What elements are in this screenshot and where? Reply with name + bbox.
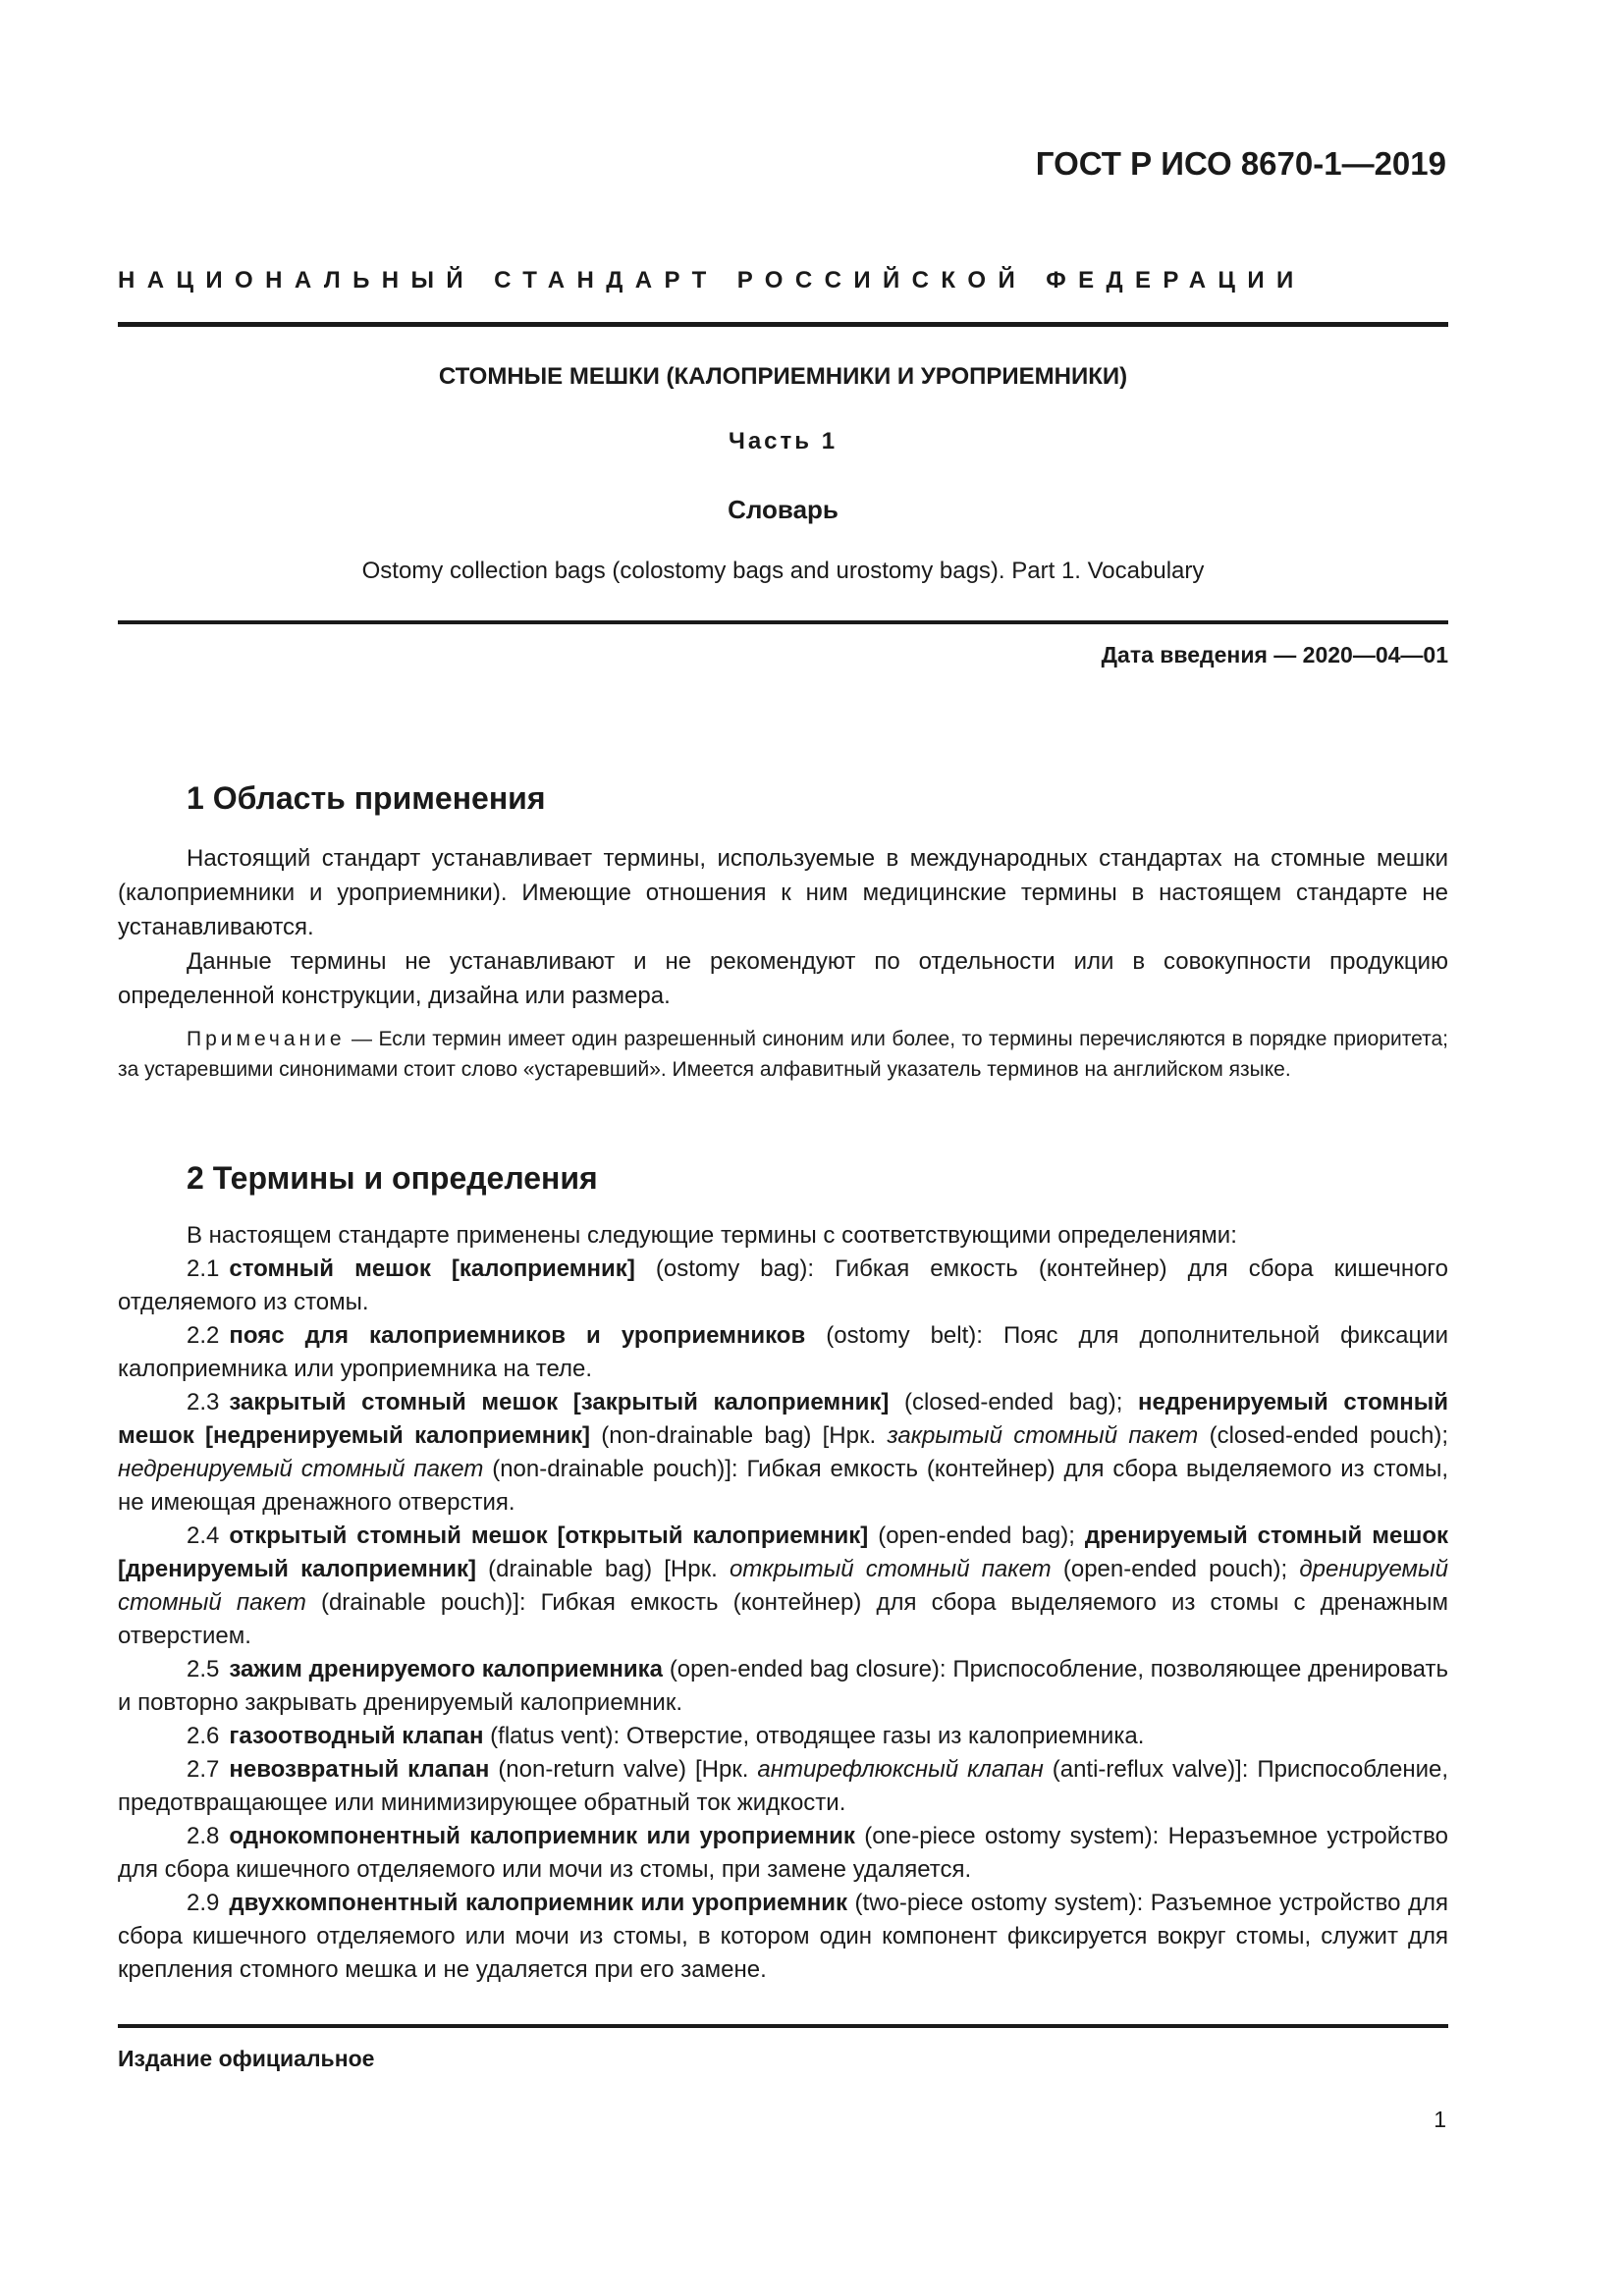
deprecated-term: открытый стомный пакет — [729, 1556, 1052, 1582]
term-entry — [118, 1887, 1448, 1987]
terms-list — [118, 1219, 1448, 1987]
term-entry — [118, 1653, 1448, 1720]
section-2-heading: 2 Термины и определения — [187, 1160, 598, 1196]
term-definition: (closed-ended pouch); — [1198, 1422, 1449, 1449]
term-number: 2.2 — [187, 1322, 220, 1349]
term-definition: (ostomy belt): Пояс для дополнительной фиксации калоприемника или уроприемника на теле. — [118, 1322, 1448, 1382]
term-definition: (non-return valve) [Нрк. — [489, 1756, 758, 1783]
term-entry — [118, 1753, 1448, 1820]
deprecated-term: антирефлюксный клапан — [757, 1756, 1044, 1783]
document-subtitle: Словарь — [728, 495, 839, 524]
term-number: 2.1 — [187, 1255, 220, 1282]
term-name: однокомпонентный калоприемник или уроприемник — [229, 1823, 855, 1849]
term-name: невозвратный клапан — [229, 1756, 490, 1783]
term-definition: (non-drainable bag) [Нрк. — [589, 1422, 888, 1449]
term-name: закрытый стомный мешок [закрытый калоприемник] — [229, 1389, 890, 1415]
term-definition: (non-drainable pouch)]: Гибкая емкость (контейнер) для сбора выделяемого из стомы, не имеющая дренажного отверстия. — [118, 1456, 1448, 1516]
term-definition: (two-piece ostomy system): Разъемное устройство для сбора кишечного отделяемого или мочи из стомы, в котором один компонент фиксируется вокруг стомы, служит для крепления стомного мешка и не удаляется при его замене. — [118, 1890, 1449, 1983]
section-1-note — [118, 1024, 1448, 1085]
term-name: стомный мешок [калоприемник] — [229, 1255, 635, 1282]
section-2-intro: В настоящем стандарте применены следующие термины с соответствующими определениями: — [187, 1222, 1237, 1249]
term-definition: (drainable pouch)]: Гибкая емкость (контейнер) для сбора выделяемого из стомы с дренажным отверстием. — [118, 1589, 1448, 1649]
section-1-heading: 1 Область применения — [187, 780, 546, 816]
bottom-rule — [118, 2024, 1448, 2028]
term-entry — [118, 1820, 1448, 1887]
term-definition: (drainable bag) [Нрк. — [475, 1556, 730, 1582]
term-entry — [118, 1520, 1448, 1653]
term-definition: (open-ended bag); — [868, 1522, 1085, 1549]
page-number: 1 — [1434, 2107, 1446, 2132]
term-number: 2.3 — [187, 1389, 220, 1415]
term-entry — [118, 1720, 1448, 1753]
term-number: 2.7 — [187, 1756, 220, 1783]
term-definition: (one-piece ostomy system): Неразъемное устройство для сбора кишечного отделяемого или мочи из стомы, при замене удаляется. — [118, 1823, 1448, 1883]
document-part: Часть 1 — [728, 428, 839, 454]
national-standard-heading: НАЦИОНАЛЬНЫЙ СТАНДАРТ РОССИЙСКОЙ ФЕДЕРАЦИИ — [118, 267, 1306, 294]
section-1-body — [118, 841, 1448, 1013]
standard-designation: ГОСТ Р ИСО 8670-1—2019 — [1035, 145, 1446, 182]
term-number: 2.5 — [187, 1656, 220, 1682]
deprecated-term: дренируемый стомный пакет — [118, 1556, 1448, 1616]
english-title: Ostomy collection bags (colostomy bags and urostomy bags). Part 1. Vocabulary — [361, 558, 1205, 584]
term-name: двухкомпонентный калоприемник или уроприемник — [229, 1890, 848, 1916]
term-definition: (closed-ended bag); — [889, 1389, 1139, 1415]
top-rule — [118, 322, 1448, 327]
term-number: 2.6 — [187, 1723, 220, 1749]
term-definition: (ostomy bag): Гибкая емкость (контейнер) для сбора кишечного отделяемого из стомы. — [118, 1255, 1448, 1315]
term-name: зажим дренируемого калоприемника — [229, 1656, 664, 1682]
document-title: СТОМНЫЕ МЕШКИ (КАЛОПРИЕМНИКИ И УРОПРИЕМНИКИ) — [438, 363, 1128, 390]
term-definition: (open-ended pouch); — [1051, 1556, 1300, 1582]
term-entry — [118, 1319, 1448, 1386]
note-text: — Если термин имеет один разрешенный синоним или более, то термины перечисляются в порядке приоритета; за устаревшими синонимами стоит слово «устаревший». Имеется алфавитный указатель терминов на английском языке. — [118, 1028, 1448, 1081]
note-label: Примечание — [187, 1028, 346, 1050]
term-name: дренируемый стомный мешок [дренируемый калоприемник] — [118, 1522, 1448, 1582]
term-number: 2.8 — [187, 1823, 220, 1849]
term-definition: (anti-reflux valve)]: Приспособление, предотвращающее или минимизирующее обратный ток жидкости. — [118, 1756, 1448, 1816]
section-1-paragraph-2: Данные термины не устанавливают и не рекомендуют по отдельности или в совокупности продукцию определенной конструкции, дизайна или размера. — [118, 948, 1448, 1009]
term-name: открытый стомный мешок [открытый калоприемник] — [229, 1522, 869, 1549]
section-1-paragraph-1: Настоящий стандарт устанавливает термины, используемые в международных стандартах на стомные мешки (калоприемники и уроприемники). Имеющие отношения к ним медицинские термины в настоящем стандарте не устанавливаются. — [118, 845, 1448, 940]
title-rule — [118, 620, 1448, 624]
term-name: недренируемый стомный мешок [недренируемый калоприемник] — [118, 1389, 1448, 1449]
term-entry — [118, 1253, 1448, 1319]
term-name: пояс для калоприемников и уроприемников — [229, 1322, 806, 1349]
term-definition: (open-ended bag closure): Приспособление, позволяющее дренировать и повторно закрывать дренируемый калоприемник. — [118, 1656, 1448, 1716]
term-name: газоотводный клапан — [229, 1723, 484, 1749]
term-entry — [118, 1386, 1448, 1520]
introduction-date: Дата введения — 2020—04—01 — [1101, 642, 1448, 667]
official-edition-label: Издание официальное — [118, 2046, 375, 2071]
term-definition: (flatus vent): Отверстие, отводящее газы из калоприемника. — [483, 1723, 1145, 1749]
deprecated-term: недренируемый стомный пакет — [118, 1456, 484, 1482]
term-number: 2.9 — [187, 1890, 220, 1916]
term-number: 2.4 — [187, 1522, 220, 1549]
terms-container — [118, 1253, 1448, 1987]
deprecated-term: закрытый стомный пакет — [887, 1422, 1199, 1449]
